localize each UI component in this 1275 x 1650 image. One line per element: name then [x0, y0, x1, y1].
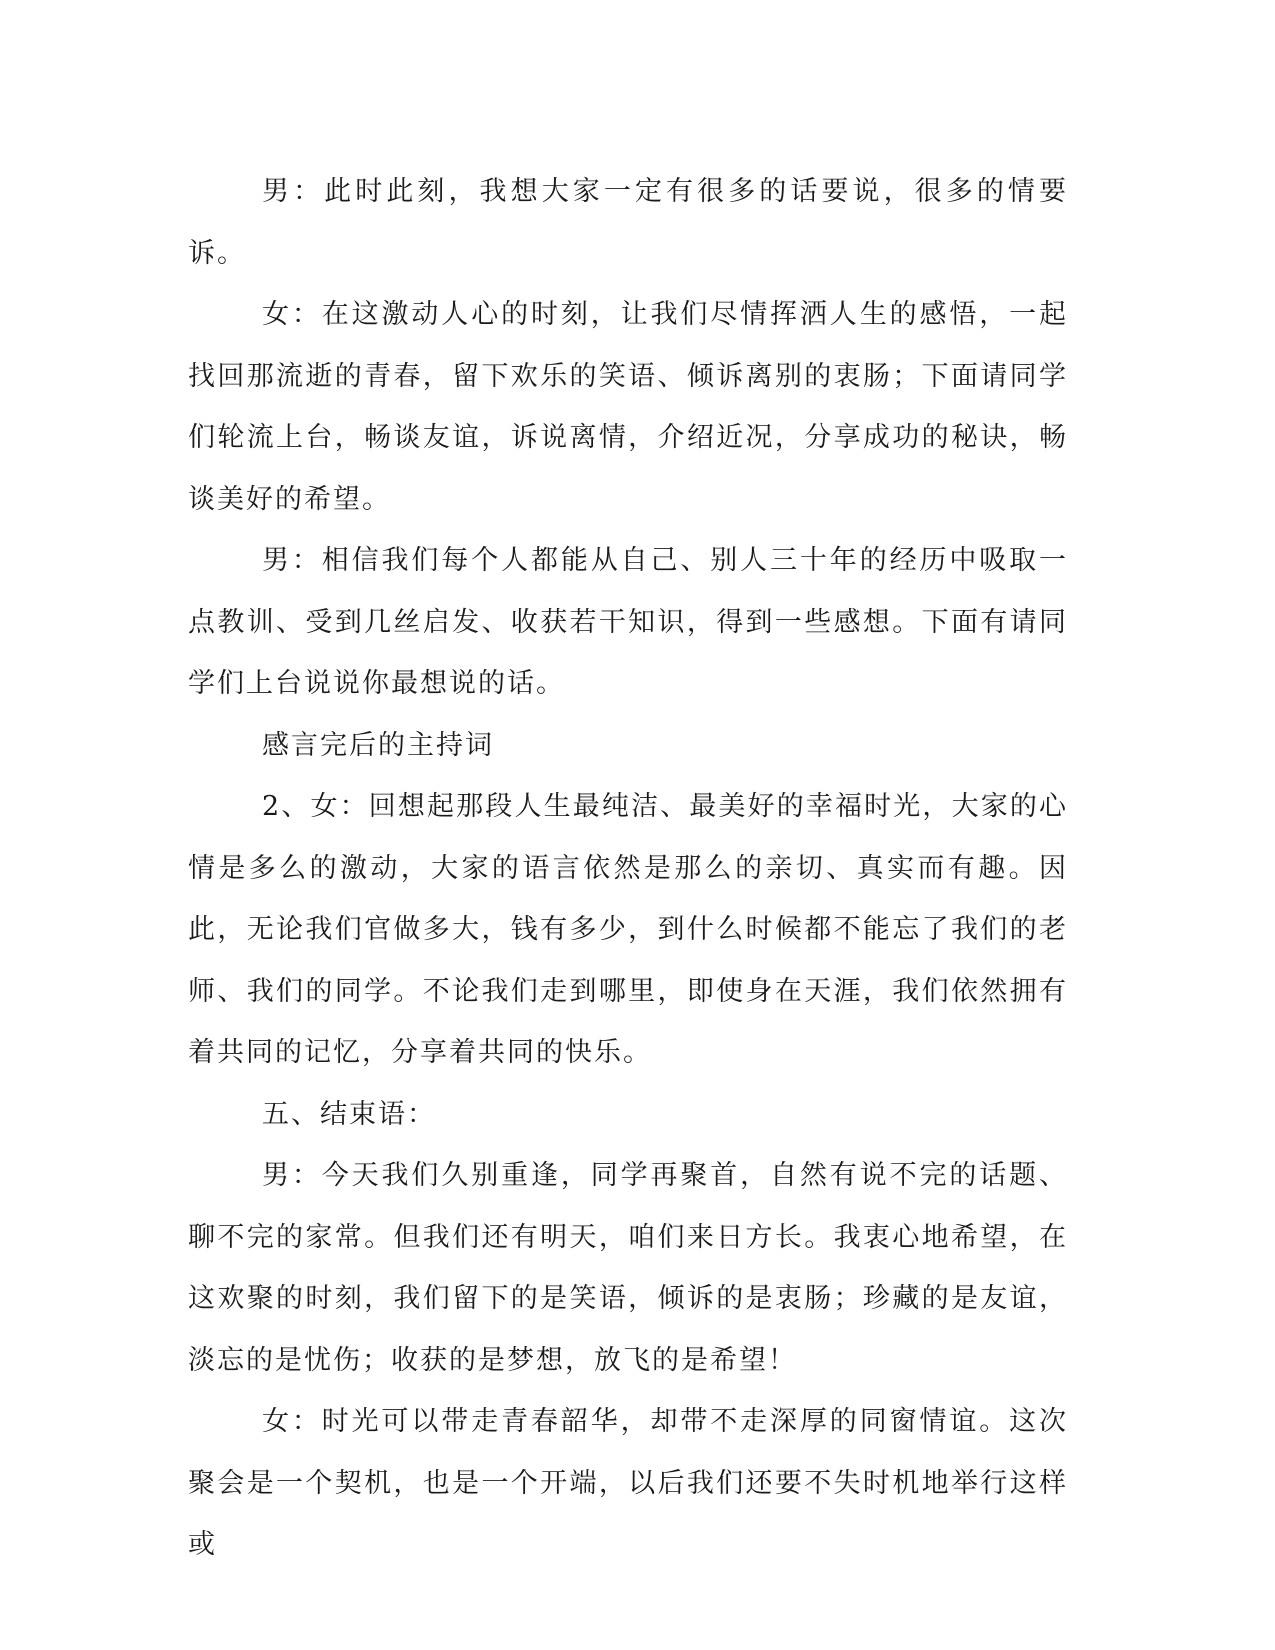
section-heading-closing: 五、结束语： — [262, 1098, 436, 1130]
section-heading-after-speeches: 感言完后的主持词 — [262, 729, 494, 761]
paragraph-male-closing: 男：今天我们久别重逢，同学再聚首，自然有说不完的话题、聊不完的家常。但我们还有明天，咱们来日方长。我衷心地希望，在这欢聚的时刻，我们留下的是笑语，倾诉的是衷肠；珍藏的是友谊，淡忘的是忧伤；收获的是梦想，放飞的是希望！ — [188, 1160, 1068, 1376]
paragraph-male-reflection: 男：相信我们每个人都能从自己、别人三十年的经历中吸取一点教训、受到几丝启发、收获若干知识，得到一些感想。下面有请同学们上台说说你最想说的话。 — [188, 545, 1068, 699]
document-body — [188, 161, 1068, 1576]
paragraph-female-closing: 女：时光可以带走青春韶华，却带不走深厚的同窗情谊。这次聚会是一个契机，也是一个开端，以后我们还要不失时机地举行这样或 — [188, 1406, 1068, 1560]
paragraph-male-opening: 男：此时此刻，我想大家一定有很多的话要说，很多的情要诉。 — [188, 176, 1068, 269]
paragraph-female-memories: 2、女：回想起那段人生最纯洁、最美好的幸福时光，大家的心情是多么的激动，大家的语言依然是那么的亲切、真实而有趣。因此，无论我们官做多大，钱有多少，到什么时候都不能忘了我们的老师、我们的同学。不论我们走到哪里，即使身在天涯，我们依然拥有着共同的记忆，分享着共同的快乐。 — [188, 791, 1068, 1068]
paragraph-female-invitation: 女：在这激动人心的时刻，让我们尽情挥洒人生的感悟，一起找回那流逝的青春，留下欢乐的笑语、倾诉离别的衷肠；下面请同学们轮流上台，畅谈友谊，诉说离情，介绍近况，分享成功的秘诀，畅谈美好的希望。 — [188, 299, 1068, 515]
